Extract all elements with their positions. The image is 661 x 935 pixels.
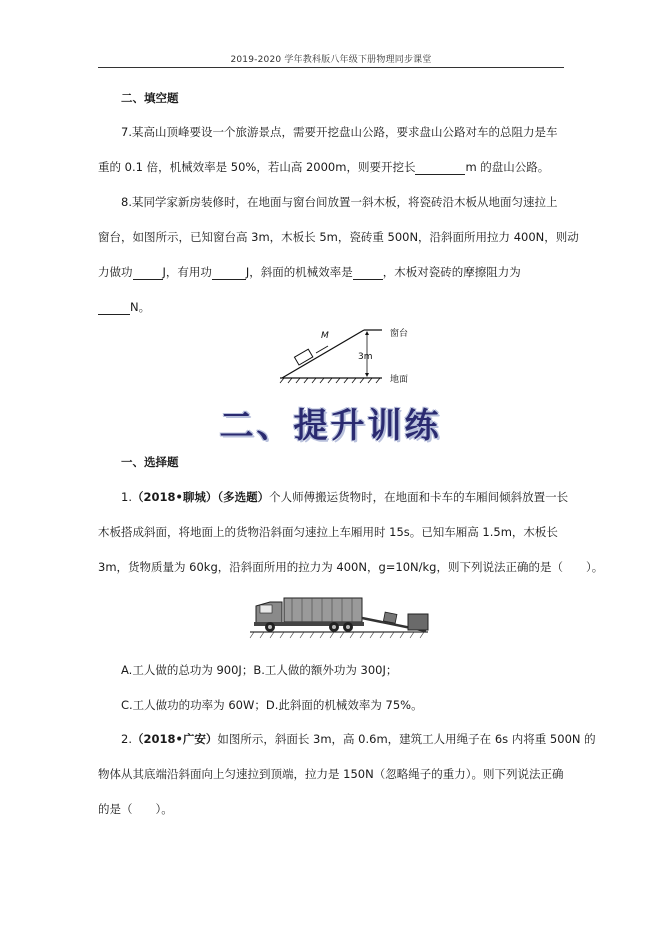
q8-line-4: [98, 299, 150, 315]
q7-line-2-end: m 的盘山公路。: [465, 160, 550, 174]
q8-line-3: [98, 264, 521, 280]
truck-cargo-box: [284, 598, 362, 622]
label-height: 3m: [358, 352, 373, 362]
q1-line-2: 木板搭成斜面，将地面上的货物沿斜面匀速拉上车厢用时 15s。已知车厢高 1.5m，木板长: [98, 525, 558, 539]
big-section-title: 二、提升训练: [219, 406, 442, 446]
q1-line-3: 3m，货物质量为 60kg，沿斜面所用的拉力为 400N，g=10N/kg，则下列说法正确的是（ ）。: [98, 560, 604, 574]
label-window: 窗台: [390, 329, 409, 339]
incline-figure: [270, 320, 420, 386]
q7-line-2: [98, 159, 549, 175]
q2-number: 2.: [121, 732, 132, 746]
q7-line-2-text: 重的 0.1 倍，机械效率是 50%，若山高 2000m，则要开挖长: [98, 160, 416, 174]
truck-window: [260, 605, 272, 613]
q8-line-2: 窗台，如图所示，已知窗台高 3m，木板长 5m，瓷砖重 500N，沿斜面所用拉力 400N，则动: [98, 230, 579, 244]
section-heading-fill-in: 二、填空题: [121, 91, 179, 105]
page-header: 2019-2020 学年教科版八年级下册物理同步课堂: [230, 55, 432, 65]
header-divider: [98, 67, 564, 68]
q2-line-3: 的是（ ）。: [98, 802, 173, 816]
q8-line-4-end: N。: [130, 300, 151, 314]
label-m: M: [321, 331, 329, 341]
label-ground: 地面: [390, 375, 409, 385]
tile-block: [294, 349, 312, 365]
q1-options-ab: A.工人做的总功为 900J；B.工人做的额外功为 300J；: [121, 663, 398, 677]
q8-blank-work[interactable]: [133, 267, 163, 280]
q2-source-tag: （2018•广安）: [131, 732, 218, 746]
q7-answer-blank[interactable]: [415, 162, 465, 175]
section-heading-choice: 一、选择题: [121, 455, 179, 469]
q2-line-2: 物体从其底端沿斜面向上匀速拉到顶端，拉力是 150N（忽略绳子的重力）。则下列说法正确: [98, 767, 564, 781]
ground-hatching: [280, 378, 380, 383]
q2-line-1-text: 如图所示，斜面长 3m，高 0.6m，建筑工人用绳子在 6s 内将重 500N 的: [217, 732, 596, 746]
q8-blank-useful-work[interactable]: [212, 267, 246, 280]
q8-line-3-c: J，斜面的机械效率是: [245, 265, 353, 279]
q8-line-3-b: J，有用功: [162, 265, 212, 279]
truck-figure: [242, 588, 436, 640]
q2-line-1: [121, 731, 596, 747]
q1-line-1: [121, 489, 568, 505]
q1-line-1-text: 个人师傅搬运货物时，在地面和卡车的车厢间倾斜放置一长: [269, 490, 569, 504]
q1-number: 1.: [121, 490, 132, 504]
q1-source-tag: （2018•聊城）（多选题）: [131, 490, 270, 504]
ground-hatching-2: [250, 632, 428, 638]
q1-options-cd: C.工人做功的功率为 60W；D.此斜面的机械效率为 75%。: [121, 698, 423, 712]
q8-line-3-a: 力做功: [98, 265, 133, 279]
q8-blank-friction[interactable]: [98, 302, 130, 315]
q8-blank-efficiency[interactable]: [353, 267, 383, 280]
q7-line-1: 7.某高山顶峰要设一个旅游景点，需要开挖盘山公路，要求盘山公路对车的总阻力是车: [121, 125, 558, 139]
ground-crate: [408, 614, 428, 630]
q8-line-3-d: ，木板对瓷砖的摩擦阻力为: [382, 265, 521, 279]
cargo-crate: [383, 612, 396, 623]
q8-line-1: 8.某同学家新房装修时，在地面与窗台间放置一斜木板，将瓷砖沿木板从地面匀速拉上: [121, 195, 558, 209]
